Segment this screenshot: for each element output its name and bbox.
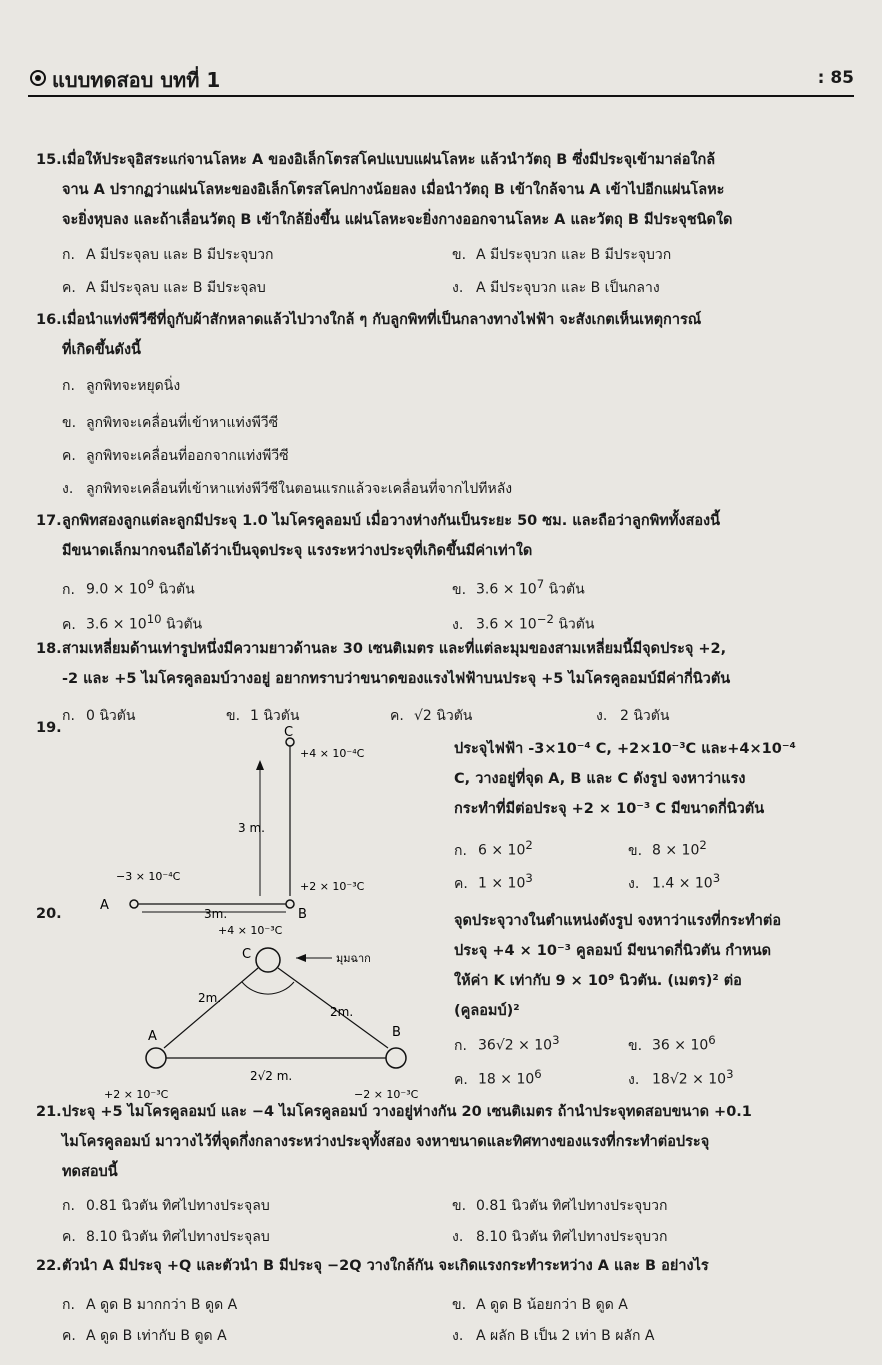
question-number: 15. bbox=[36, 152, 62, 168]
option-c[interactable]: ค. $1 \times 10^3$ bbox=[454, 871, 533, 892]
question-number: 18. bbox=[36, 641, 62, 657]
option-b[interactable]: ข. A ดูด B น้อยกว่า B ดูด A bbox=[452, 1297, 628, 1313]
side-right-length: 2m. bbox=[330, 1005, 354, 1019]
side-ac bbox=[164, 968, 258, 1048]
option-d[interactable]: ง. A มีประจุบวก และ B เป็นกลาง bbox=[452, 280, 660, 296]
question-22 bbox=[36, 1251, 846, 1281]
distance-bc: 3 m. bbox=[238, 821, 265, 835]
option-c[interactable]: ค. $18 \times 10^6$ bbox=[454, 1067, 542, 1088]
right-angle-arc bbox=[242, 982, 294, 994]
charge-a-point bbox=[130, 900, 138, 908]
option-b[interactable]: ข. A มีประจุบวก และ B มีประจุบวก bbox=[452, 247, 672, 263]
option-c[interactable]: ค. $3.6 \times 10^{10}$ นิวตัน bbox=[62, 612, 203, 633]
question-16 bbox=[36, 305, 846, 365]
label-b: B bbox=[298, 907, 307, 922]
option-b[interactable]: ข. $36 \times 10^6$ bbox=[628, 1033, 716, 1054]
label-a: A bbox=[100, 898, 109, 913]
question-18 bbox=[36, 634, 846, 694]
question-text: มีขนาดเล็กมากจนถือได้ว่าเป็นจุดประจุ แรงระหว่างประจุที่เกิดขึ้นมีค่าเท่าใด bbox=[62, 543, 533, 559]
right-angle-label: มุมฉาก bbox=[336, 952, 371, 965]
charge-b-value: −2 × 10⁻³C bbox=[354, 1088, 419, 1101]
option-d[interactable]: ง. 8.10 นิวตัน ทิศไปทางประจุบวก bbox=[452, 1229, 668, 1245]
charge-c-value: +4 × 10⁻⁴C bbox=[300, 747, 365, 760]
question-text: -2 และ +5 ไมโครคูลอมบ์วางอยู่ อยากทราบว่าขนาดของแรงไฟฟ้าบนประจุ +5 ไมโครคูลอมบ์มีค่ากี่นิวตัน bbox=[62, 671, 731, 687]
option-b[interactable]: ข. 1 นิวตัน bbox=[226, 708, 300, 724]
option-a[interactable]: ก. 0.81 นิวตัน ทิศไปทางประจุลบ bbox=[62, 1198, 270, 1214]
option-c[interactable]: ค. A ดูด B เท่ากับ B ดูด A bbox=[62, 1328, 227, 1344]
question-number: 16. bbox=[36, 312, 62, 328]
option-b[interactable]: ข. $3.6 \times 10^7$ นิวตัน bbox=[452, 577, 585, 598]
base-length: 2√2 m. bbox=[250, 1069, 293, 1083]
question-text: สามเหลี่ยมด้านเท่ารูปหนึ่งมีความยาวด้านละ 30 เซนติเมตร และที่แต่ละมุมของสามเหลี่ยมนี้มีจุดประจุ +2, bbox=[62, 641, 727, 657]
arrow-left-icon bbox=[296, 954, 306, 962]
option-c[interactable]: ค. √2 นิวตัน bbox=[390, 708, 473, 724]
question-20-text: จุดประจุวางในตำแหน่งดังรูป จงหาว่าแรงที่กระทำต่อ ประจุ +4 × 10⁻³ คูลอมบ์ มีขนาดกี่นิวตัน กำหนด ให้ค่า K เท่ากับ 9 × 10⁹ นิวตัน. (เมตร)² ต่อ (คูลอมบ์)² bbox=[454, 913, 782, 1019]
figure-q20 bbox=[100, 912, 440, 1110]
option-a[interactable]: ก. 0 นิวตัน bbox=[62, 708, 136, 724]
question-text: ตัวนำ A มีประจุ +Q และตัวนำ B มีประจุ −2Q วางใกล้กัน จะเกิดแรงกระทำระหว่าง A และ B อย่างไร bbox=[62, 1258, 709, 1274]
question-text: ที่เกิดขึ้นดังนี้ bbox=[62, 342, 141, 358]
question-number: 19. bbox=[36, 720, 62, 736]
arrow-up-icon bbox=[256, 760, 264, 770]
question-15 bbox=[36, 145, 846, 235]
question-17 bbox=[36, 506, 846, 566]
label-c: C bbox=[242, 947, 252, 962]
option-c[interactable]: ค. ลูกพิทจะเคลื่อนที่ออกจากแท่งพีวีซี bbox=[62, 448, 289, 464]
charge-c-value: +4 × 10⁻³C bbox=[218, 924, 283, 937]
option-d[interactable]: ง. $18√2 \times 10^3$ bbox=[628, 1067, 734, 1088]
question-text: ไมโครคูลอมบ์ มาวางไว้ที่จุดกึ่งกลางระหว่างประจุทั้งสอง จงหาขนาดและทิศทางของแรงที่กระทำต่อประจุ bbox=[62, 1134, 710, 1150]
question-number: 21. bbox=[36, 1104, 62, 1120]
option-d[interactable]: ง. A ผลัก B เป็น 2 เท่า B ผลัก A bbox=[452, 1328, 655, 1344]
option-c[interactable]: ค. A มีประจุลบ และ B มีประจุลบ bbox=[62, 280, 266, 296]
label-c: C bbox=[284, 725, 294, 740]
option-a[interactable]: ก. ลูกพิทจะหยุดนิ่ง bbox=[62, 378, 181, 394]
side-left-length: 2m. bbox=[198, 991, 222, 1005]
option-d[interactable]: ง. $1.4 \times 10^3$ bbox=[628, 871, 721, 892]
label-a: A bbox=[148, 1029, 157, 1044]
figure-q19 bbox=[100, 722, 450, 922]
question-text: จาน A ปรากฏว่าแผ่นโลหะของอิเล็กโตรสโคปกางน้อยลง เมื่อนำวัตถุ B เข้าใกล้จาน A เข้าไปอีกแผ่นโลหะ bbox=[62, 182, 725, 198]
distance-ab: 3m. bbox=[204, 907, 228, 921]
header-title-text: แบบทดสอบ บทที่ 1 bbox=[52, 68, 221, 92]
bullet-icon bbox=[30, 70, 46, 86]
question-text: ประจุ +5 ไมโครคูลอมบ์ และ −4 ไมโครคูลอมบ์ วางอยู่ห่างกัน 20 เซนติเมตร ถ้านำประจุทดสอบขนาด +0.1 bbox=[62, 1104, 752, 1120]
page-number: : 85 bbox=[817, 68, 854, 88]
question-number: 22. bbox=[36, 1258, 62, 1274]
option-a[interactable]: ก. $36√2 \times 10^3$ bbox=[454, 1033, 560, 1054]
option-b[interactable]: ข. 0.81 นิวตัน ทิศไปทางประจุบวก bbox=[452, 1198, 668, 1214]
question-text: เมื่อให้ประจุอิสระแก่จานโลหะ A ของอิเล็กโตรสโคปแบบแผ่นโลหะ แล้วนำวัตถุ B ซึ่งมีประจุเข้ามาล่อใกล้ bbox=[62, 152, 716, 168]
charge-a-value: −3 × 10⁻⁴C bbox=[116, 870, 181, 883]
question-text: ลูกพิทสองลูกแต่ละลูกมีประจุ 1.0 ไมโครคูลอมบ์ เมื่อวางห่างกันเป็นระยะ 50 ซม. และถือว่าลูกพิททั้งสองนี้ bbox=[62, 513, 721, 529]
question-number: 17. bbox=[36, 513, 62, 529]
option-c[interactable]: ค. 8.10 นิวตัน ทิศไปทางประจุลบ bbox=[62, 1229, 270, 1245]
question-text: ทดสอบนี้ bbox=[62, 1164, 118, 1180]
page-header-title bbox=[30, 64, 220, 96]
charge-b-point bbox=[286, 900, 294, 908]
charge-a-value: +2 × 10⁻³C bbox=[104, 1088, 169, 1101]
option-a[interactable]: ก. $9.0 \times 10^9$ นิวตัน bbox=[62, 577, 195, 598]
question-number: 20. bbox=[36, 906, 62, 922]
charge-a-point bbox=[146, 1048, 166, 1068]
question-21 bbox=[36, 1097, 846, 1187]
option-d[interactable]: ง. ลูกพิทจะเคลื่อนที่เข้าหาแท่งพีวีซีในตอนแรกแล้วจะเคลื่อนที่จากไปทีหลัง bbox=[62, 481, 513, 497]
option-a[interactable]: ก. $6 \times 10^2$ bbox=[454, 838, 533, 859]
option-b[interactable]: ข. ลูกพิทจะเคลื่อนที่เข้าหาแท่งพีวีซี bbox=[62, 415, 279, 431]
charge-b-point bbox=[386, 1048, 406, 1068]
question-text: จะยิ่งหุบลง และถ้าเลื่อนวัตถุ B เข้าใกล้ยิ่งขึ้น แผ่นโลหะจะยิ่งกางออกจานโลหะ A และวัตถุ B มีประจุชนิดใด bbox=[62, 212, 733, 228]
option-a[interactable]: ก. A มีประจุลบ และ B มีประจุบวก bbox=[62, 247, 274, 263]
question-19-text: ประจุไฟฟ้า -3×10⁻⁴ C, +2×10⁻³C และ+4×10⁻⁴ C, วางอยู่ที่จุด A, B และ C ดังรูป จงหาว่าแรง กระทำที่มีต่อประจุ +2 × 10⁻³ C มีขนาดกี่นิวตัน bbox=[454, 741, 796, 817]
option-a[interactable]: ก. A ดูด B มากกว่า B ดูด A bbox=[62, 1297, 238, 1313]
header-divider bbox=[28, 95, 854, 97]
option-b[interactable]: ข. $8 \times 10^2$ bbox=[628, 838, 707, 859]
option-d[interactable]: ง. 2 นิวตัน bbox=[596, 708, 670, 724]
option-d[interactable]: ง. $3.6 \times 10^{-2}$ นิวตัน bbox=[452, 612, 595, 633]
charge-c-point bbox=[256, 948, 280, 972]
question-text: เมื่อนำแท่งพีวีซีที่ถูกับผ้าสักหลาดแล้วไปวางใกล้ ๆ กับลูกพิทที่เป็นกลางทางไฟฟ้า จะสังเกตเห็นเหตุการณ์ bbox=[62, 312, 702, 328]
charge-b-value: +2 × 10⁻³C bbox=[300, 880, 365, 893]
label-b: B bbox=[392, 1025, 401, 1040]
